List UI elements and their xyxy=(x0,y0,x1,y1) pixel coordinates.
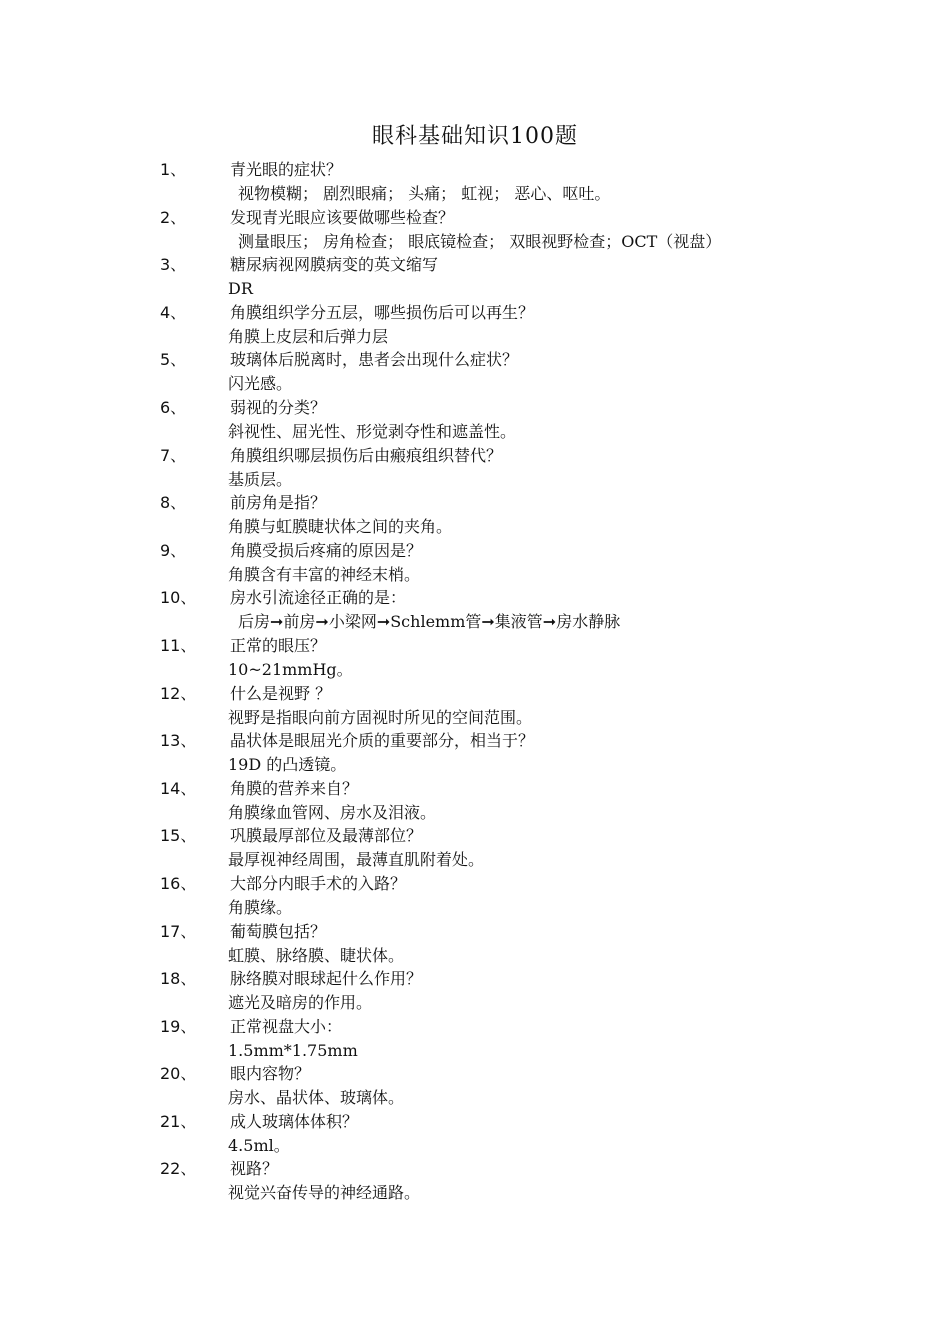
answer-text: 最厚视神经周围，最薄直肌附着处。 xyxy=(228,850,485,870)
list-item xyxy=(0,920,950,968)
answer-text: 测量眼压； 房角检查； 眼底镜检查； 双眼视野检查；OCT（视盘） xyxy=(238,231,722,251)
answer-text: 1.5mm*1.75mm xyxy=(228,1040,358,1060)
answer-text: 角膜含有丰富的神经末梢。 xyxy=(228,564,421,584)
question-text: 正常视盘大小： xyxy=(230,1016,343,1036)
answer-text: 视物模糊； 剧烈眼痛； 头痛； 虹视； 恶心、呕吐。 xyxy=(238,184,611,203)
list-item xyxy=(0,539,950,587)
question-text: 房水引流途径正确的是： xyxy=(230,588,407,608)
answer-text: 视野是指眼向前方固视时所见的空间范围。 xyxy=(228,707,533,727)
question-text: 糖尿病视网膜病变的英文缩写 xyxy=(230,255,439,275)
question-text: 晶状体是眼屈光介质的重要部分，相当于？ xyxy=(230,731,535,751)
question-text: 视路？ xyxy=(230,1159,279,1179)
answer-text: 后房➞前房➞小梁网➞Schlemm管➞集液管➞房水静脉 xyxy=(238,612,621,632)
item-number: 17、 xyxy=(160,921,197,941)
question-text: 正常的眼压？ xyxy=(230,635,327,655)
item-number: 11、 xyxy=(160,635,197,655)
list-item xyxy=(0,586,950,634)
answer-text: 角膜缘。 xyxy=(228,897,293,917)
list-item xyxy=(0,206,950,254)
question-text: 角膜的营养来自？ xyxy=(230,778,359,798)
list-item xyxy=(0,682,950,730)
list-item xyxy=(0,301,950,349)
list-item xyxy=(0,158,950,206)
item-number: 16、 xyxy=(160,873,197,893)
item-number: 10、 xyxy=(160,588,197,608)
answer-text: 闪光感。 xyxy=(228,374,293,394)
item-number: 13、 xyxy=(160,731,197,751)
item-number: 12、 xyxy=(160,683,197,703)
question-text: 大部分内眼手术的入路？ xyxy=(230,873,407,893)
item-number: 21、 xyxy=(160,1111,197,1131)
list-item xyxy=(0,1062,950,1110)
item-number: 3、 xyxy=(160,255,187,275)
answer-text: 19D 的凸透镜。 xyxy=(228,755,347,775)
item-number: 2、 xyxy=(160,207,187,227)
question-text: 眼内容物？ xyxy=(230,1064,311,1084)
answer-text: 基质层。 xyxy=(228,469,293,489)
answer-text: 斜视性、屈光性、形觉剥夺性和遮盖性。 xyxy=(228,421,517,441)
item-number: 9、 xyxy=(160,540,187,560)
list-item xyxy=(0,634,950,682)
list-item xyxy=(0,729,950,777)
item-number: 4、 xyxy=(160,302,187,322)
item-number: 18、 xyxy=(160,969,197,989)
answer-text: 虹膜、脉络膜、睫状体。 xyxy=(228,945,405,965)
question-text: 弱视的分类？ xyxy=(230,397,327,417)
answer-text: 10~21mmHg。 xyxy=(228,659,353,679)
list-item xyxy=(0,253,950,301)
question-text: 前房角是指？ xyxy=(230,493,327,513)
question-text: 角膜组织学分五层，哪些损伤后可以再生？ xyxy=(230,302,535,322)
item-number: 14、 xyxy=(160,778,197,798)
list-item xyxy=(0,1157,950,1205)
list-item xyxy=(0,777,950,825)
item-number: 19、 xyxy=(160,1016,197,1036)
item-number: 6、 xyxy=(160,397,187,417)
answer-text: 房水、晶状体、玻璃体。 xyxy=(228,1088,405,1108)
question-list xyxy=(0,158,950,1205)
list-item xyxy=(0,1110,950,1158)
item-number: 5、 xyxy=(160,350,187,370)
list-item xyxy=(0,824,950,872)
list-item xyxy=(0,444,950,492)
question-text: 角膜受损后疼痛的原因是？ xyxy=(230,540,423,560)
answer-text: 角膜与虹膜睫状体之间的夹角。 xyxy=(228,517,453,537)
item-number: 7、 xyxy=(160,445,187,465)
question-text: 玻璃体后脱离时，患者会出现什么症状？ xyxy=(230,350,519,370)
answer-text: 视觉兴奋传导的神经通路。 xyxy=(228,1183,421,1203)
list-item xyxy=(0,396,950,444)
item-number: 20、 xyxy=(160,1064,197,1084)
question-text: 什么是视野 ？ xyxy=(230,683,332,703)
question-text: 角膜组织哪层损伤后由瘢痕组织替代？ xyxy=(230,445,503,465)
item-number: 1、 xyxy=(160,160,187,179)
list-item xyxy=(0,348,950,396)
list-item xyxy=(0,872,950,920)
answer-text: 角膜缘血管网、房水及泪液。 xyxy=(228,802,437,822)
question-text: 巩膜最厚部位及最薄部位？ xyxy=(230,826,423,846)
document-title: 眼科基础知识100题 xyxy=(372,124,578,149)
list-item xyxy=(0,967,950,1015)
answer-text: 遮光及暗房的作用。 xyxy=(228,993,373,1013)
question-text: 成人玻璃体体积？ xyxy=(230,1111,359,1131)
answer-text: DR xyxy=(228,279,253,299)
list-item xyxy=(0,1015,950,1063)
answer-text: 角膜上皮层和后弹力层 xyxy=(228,326,389,346)
item-number: 22、 xyxy=(160,1159,197,1179)
question-text: 脉络膜对眼球起什么作用？ xyxy=(230,969,423,989)
list-item xyxy=(0,491,950,539)
question-text: 发现青光眼应该要做哪些检查？ xyxy=(230,207,455,227)
question-text: 青光眼的症状？ xyxy=(230,160,343,179)
answer-text: 4.5ml。 xyxy=(228,1135,290,1155)
item-number: 15、 xyxy=(160,826,197,846)
item-number: 8、 xyxy=(160,493,187,513)
question-text: 葡萄膜包括？ xyxy=(230,921,327,941)
